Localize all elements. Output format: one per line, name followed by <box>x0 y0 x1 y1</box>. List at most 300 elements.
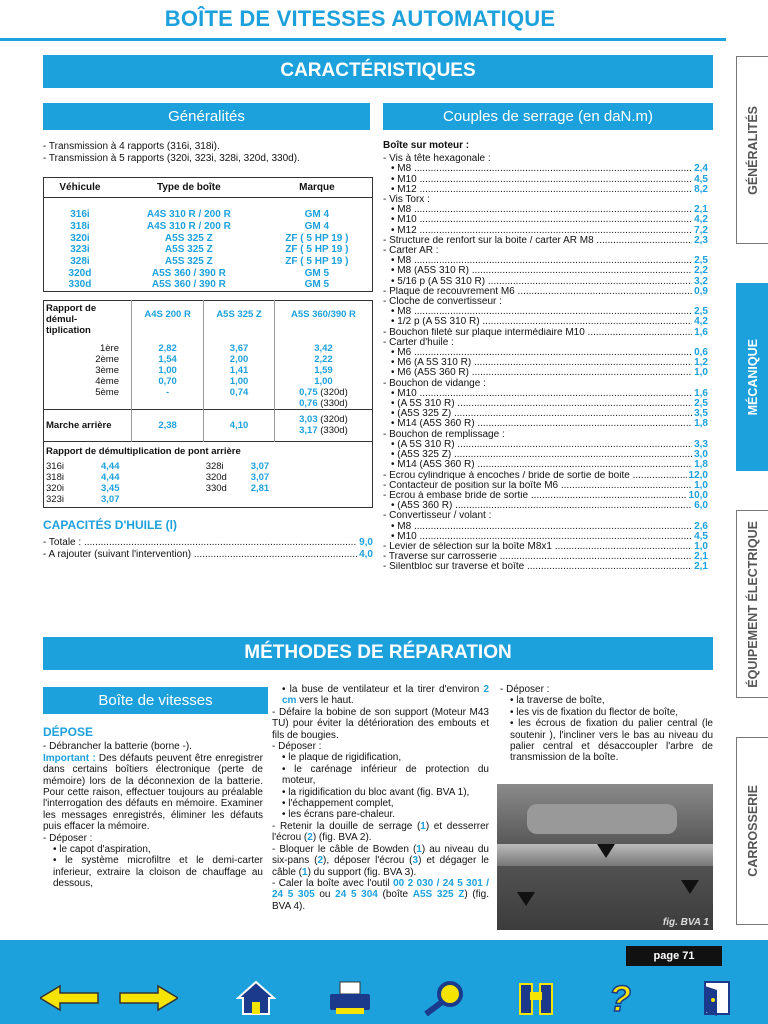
gear-label: 5ème <box>95 386 119 398</box>
figure-caption: fig. BVA 1 <box>662 917 709 928</box>
torque-value: 2,3 <box>694 235 708 246</box>
bullet: • la traverse de boîte, <box>510 695 605 707</box>
axle-value: 2,81 <box>250 482 270 494</box>
tab-generalites[interactable] <box>736 56 768 244</box>
paragraph <box>272 821 489 844</box>
intro-line: - Transmission à 4 rapports (316i, 318i). <box>43 141 220 152</box>
torque-label: • M8 ..... <box>383 205 692 215</box>
text: ) au niveau du six-pans ( <box>272 843 489 867</box>
text: ) et desserrer l'écrou ( <box>272 820 489 844</box>
torque-value: 1,2 <box>694 358 708 369</box>
ratio-value: 1,54 <box>158 353 177 365</box>
table-row <box>44 209 373 221</box>
exit-icon[interactable] <box>694 978 738 1018</box>
important-text: Des défauts peuvent être enregistrer dans certains boîtiers électronique (perte de mémoire) lors de la déconnexion de la batterie. Pour cette raison, effectuer toujours au préalable l'interrogation des défauts en mémoire. Examiner les messages enregistrés, éliminer les défauts puis effacer la mémoire. <box>43 752 264 833</box>
axle-row <box>46 472 202 483</box>
text: - Retenir la douille de serrage ( <box>272 820 421 832</box>
value: 2 <box>317 855 324 867</box>
torque-label: - Levier de sélection sur la boîte M8x1 ..... <box>383 542 692 552</box>
title-line: Rapport de démul- <box>46 302 97 325</box>
torque-line <box>383 562 708 572</box>
torque-section <box>383 141 708 573</box>
ratio-note: (320d) <box>320 386 348 398</box>
paragraph: - Défaire la bobine de son support (Moteur M43 TU) pour éviter la détérioration des embouts et fils de bougies. <box>272 706 489 741</box>
axle-row <box>46 461 202 472</box>
torque-label: - Bouchon fileté sur plaque intermédiaire M10 ..... <box>383 328 692 338</box>
ratio-value: 2,22 <box>314 353 333 365</box>
oil-value: 4,0 <box>359 548 373 560</box>
paragraph: - Déposer : <box>43 832 93 844</box>
oil-label: - Totale : ..... <box>43 537 357 549</box>
column-header: A5S 325 Z <box>204 300 275 336</box>
column-header: A5S 360/390 R <box>290 308 356 320</box>
axle-value: 3,07 <box>101 493 120 505</box>
torque-label: - Contacteur de position sur la boîte M6 ..... <box>383 481 692 491</box>
home-icon[interactable] <box>234 978 278 1018</box>
torque-label: - Carter AR : <box>383 245 439 257</box>
value: 2 cm <box>282 684 489 707</box>
torque-label: • M6 ..... <box>383 348 692 358</box>
ratio-value: 1,00 <box>158 364 177 376</box>
torque-value: 4,2 <box>694 317 708 328</box>
value: 3 <box>412 855 419 867</box>
table-cell: 320d <box>68 267 92 279</box>
torque-line <box>383 552 708 562</box>
ratio-value <box>275 425 372 436</box>
table-cell: 323i <box>70 244 90 256</box>
ratio-value: 4,10 <box>204 409 275 441</box>
ratio-table <box>43 300 373 508</box>
text: (boîte <box>377 889 413 901</box>
torque-line <box>383 215 708 225</box>
torque-label: - Cloche de convertisseur : <box>383 296 502 308</box>
paragraph: - Débrancher la batterie (borne -). <box>43 741 192 753</box>
ratio-value <box>277 398 370 409</box>
torque-value: 1,6 <box>694 388 708 399</box>
torque-line <box>383 348 708 358</box>
text-column-2 <box>272 684 489 912</box>
axle-model: 316i <box>46 460 64 472</box>
torque-line <box>383 522 708 532</box>
arrow-left-icon[interactable] <box>40 978 100 1018</box>
table-cell: 318i <box>70 220 90 232</box>
torque-label: - Ecrou cylindrique à encoches / bride de sortie de boite ..... <box>383 471 687 481</box>
bullet: • le capot d'aspiration, <box>53 844 151 856</box>
axle-model: 330d <box>205 482 227 494</box>
torque-line <box>383 399 708 409</box>
torque-label: • (A 5S 310 R) ..... <box>383 399 692 409</box>
value: 00 2 030 / 24 5 301 / 24 5 305 <box>272 877 489 901</box>
torque-label: • M10 ..... <box>383 532 692 542</box>
tab-label: CARROSSERIE <box>745 785 760 877</box>
torque-line <box>383 317 708 327</box>
torque-label: • M10 ..... <box>383 175 692 185</box>
text: ) (fig. BVA 2). <box>312 832 372 844</box>
oil-line <box>43 537 373 549</box>
torque-line <box>383 532 708 542</box>
torque-value: 2,1 <box>694 562 708 573</box>
column-header: Type de boîte <box>116 178 262 198</box>
axle-model: 323i <box>46 493 64 505</box>
ratio-number: 3,17 <box>299 424 318 436</box>
ratio-number: 0,76 <box>299 397 318 409</box>
axle-row <box>206 472 370 483</box>
torque-line <box>383 440 708 450</box>
gear-list <box>44 336 132 410</box>
table-cell: ZF ( 5 HP 19 ) <box>285 256 349 268</box>
search-icon[interactable] <box>420 978 468 1018</box>
value: 1 <box>420 820 426 832</box>
ratio-column <box>274 336 372 410</box>
table-cell: 316i <box>70 209 90 221</box>
generalites-heading: Généralités <box>43 103 370 130</box>
print-icon[interactable] <box>326 978 374 1018</box>
torque-label: • (A5S 325 Z) ..... <box>383 450 692 460</box>
oil-capacity-heading: CAPACITÉS D'HUILE (l) <box>43 517 177 532</box>
torque-line <box>383 358 708 368</box>
torque-value: 2,6 <box>694 521 708 532</box>
column-header: Marque <box>262 178 373 198</box>
bullet: • les écrous de fixation du palier central (le soutenir ), l'incliner vers le bas au niveau du palier central et désaccoupler l'arbre de transmission de la boîte. <box>510 718 713 764</box>
torque-value: 1,6 <box>694 327 708 338</box>
ratio-value <box>277 387 370 398</box>
torque-label: • M10 ..... <box>383 215 692 225</box>
torque-label: • (A5S 325 Z) ..... <box>383 409 692 419</box>
text-column-1 <box>43 727 263 890</box>
value: 2 <box>307 832 313 844</box>
arrow-marker-icon <box>597 844 615 858</box>
torque-line <box>383 277 708 287</box>
depose-heading: DÉPOSE <box>43 725 94 739</box>
axle-title: Rapport de démultiplication de pont arrière <box>46 445 241 457</box>
torque-line <box>383 185 708 195</box>
ratio-note: (320d) <box>320 413 348 425</box>
paragraph <box>272 844 489 878</box>
bullet: • l'échappement complet, <box>282 798 394 810</box>
text: ou <box>314 889 336 901</box>
torque-value: 6,0 <box>694 501 708 512</box>
svg-text:?: ? <box>609 979 631 1017</box>
ratio-value: 1,41 <box>229 364 249 376</box>
table-cell: GM 4 <box>304 220 330 232</box>
torque-label: - Vis à tête hexagonale : <box>383 153 491 165</box>
ratio-value <box>275 414 372 425</box>
torque-value: 2,4 <box>694 164 708 175</box>
torque-line <box>383 164 708 174</box>
tab-equipement-electrique[interactable] <box>736 510 768 698</box>
bullet <box>272 684 489 707</box>
table-cell: A5S 360 / 390 R <box>151 267 226 279</box>
torque-value: 1,0 <box>694 480 708 491</box>
binoculars-icon[interactable] <box>512 978 560 1018</box>
torque-value: 4,5 <box>694 174 708 185</box>
torque-value: 3,2 <box>694 276 708 287</box>
ratio-value: 1,00 <box>314 375 333 387</box>
torque-label: - Plaque de recouvrement M6 ..... <box>383 287 692 297</box>
torque-value: 2,1 <box>694 205 708 216</box>
text: vers le haut. <box>296 695 354 707</box>
table-cell: GM 4 <box>304 209 330 221</box>
photo-shape <box>527 804 677 834</box>
torque-value: 4,2 <box>694 215 708 226</box>
torque-label: • M8 ..... <box>383 522 692 532</box>
arrow-marker-icon <box>517 892 535 906</box>
value: 1 <box>302 866 308 878</box>
intro-line: - Transmission à 5 rapports (320i, 323i, 328i, 320d, 330d). <box>43 152 300 164</box>
torque-label: • M14 (A5S 360 R) ..... <box>383 419 692 429</box>
text: ) du support (fig. BVA 3). <box>307 866 417 878</box>
page-number: page 71 <box>626 946 722 966</box>
torque-value: 1,0 <box>694 368 708 379</box>
section-caracteristiques: CARACTÉRISTIQUES <box>43 55 713 88</box>
bullet: • les vis de fixation du flector de boîte, <box>510 706 679 718</box>
text: ), déposer l'écrou ( <box>323 855 413 867</box>
torque-value: 2,5 <box>694 307 708 318</box>
torque-value: 2,2 <box>694 266 708 277</box>
important-label: Important : <box>43 752 96 764</box>
torque-line <box>383 256 708 266</box>
ratio-value: 2,00 <box>229 353 249 365</box>
gear-label: 1ère <box>99 342 119 354</box>
torque-value: 10,0 <box>688 490 708 501</box>
torque-value: 0,9 <box>694 286 708 297</box>
torque-label: - Bouchon de remplissage : <box>383 428 505 440</box>
value: 1 <box>416 843 422 855</box>
generalites-section <box>43 141 373 560</box>
torque-line <box>383 246 708 256</box>
table-cell: A5S 325 Z <box>164 244 213 256</box>
torque-value: 7,2 <box>694 225 708 236</box>
axle-model: 320d <box>205 471 227 483</box>
torque-label: - Silentbloc sur traverse et boîte ..... <box>383 562 692 572</box>
ratio-value: - <box>166 386 170 398</box>
vehicle-table <box>43 177 373 292</box>
ratio-value: 0,74 <box>229 386 249 398</box>
torque-line <box>383 430 708 440</box>
torque-label: • 5/16 p (A 5S 310 R) ..... <box>383 277 692 287</box>
table-row <box>44 256 373 268</box>
ratio-value: 3,42 <box>314 342 333 354</box>
table-cell: A5S 325 Z <box>164 256 213 268</box>
paragraph: - Déposer : <box>272 741 322 753</box>
axle-left <box>44 461 204 508</box>
paragraph <box>272 878 489 912</box>
column-header: Véhicule <box>44 178 116 198</box>
axle-value: 3,07 <box>250 460 270 472</box>
torque-value: 1,0 <box>694 541 708 552</box>
oil-label: - A rajouter (suivant l'intervention) ..... <box>43 549 357 561</box>
ratio-value: 0,70 <box>158 375 177 387</box>
table-cell: GM 5 <box>304 279 330 291</box>
boite-vitesses-heading: Boîte de vitesses <box>43 687 268 714</box>
torque-value: 1,8 <box>694 460 708 471</box>
torque-value: 2,5 <box>694 399 708 410</box>
ratio-column <box>204 336 275 410</box>
axle-value: 3,45 <box>101 482 120 494</box>
table-cell: A5S 360 / 390 R <box>151 279 226 291</box>
oil-value: 9,0 <box>359 537 373 549</box>
table-row <box>44 221 373 233</box>
torque-label: - Vis Torx : <box>383 194 430 206</box>
ratio-value: 3,67 <box>229 342 249 354</box>
text: ) (fig. BVA 4). <box>272 889 490 912</box>
torque-line <box>383 307 708 317</box>
table-cell: A4S 310 R / 200 R <box>146 220 231 232</box>
ratio-number: 3,03 <box>299 413 318 425</box>
ratio-table-title <box>44 300 132 336</box>
value: A5S 325 Z <box>412 889 465 901</box>
torque-line <box>383 511 708 521</box>
torque-line <box>383 481 708 491</box>
tab-label: ÉQUIPEMENT ÉLECTRIQUE <box>745 520 760 688</box>
value: 24 5 304 <box>335 889 378 901</box>
torque-line <box>383 175 708 185</box>
table-row <box>44 279 373 291</box>
axle-value: 3,07 <box>250 471 270 483</box>
torque-line <box>383 460 708 470</box>
bullet: • le système microfiltre et le demi-carter inferieur, extraire la cloison de chauffage au dessous, <box>53 855 263 890</box>
title-line: tiplication <box>46 324 91 336</box>
torque-label: - Bouchon de vidange : <box>383 377 486 389</box>
reverse-label: Marche arrière <box>44 409 132 441</box>
ratio-column <box>274 409 372 441</box>
text: - Bloquer le câble de Bowden ( <box>272 843 417 855</box>
torque-label: • M12 ..... <box>383 185 692 195</box>
torque-label: - Ecrou à embase bride de sortie ..... <box>383 491 687 501</box>
axle-row <box>206 461 370 472</box>
ratio-value: 2,82 <box>158 342 177 354</box>
ratio-column <box>132 336 204 410</box>
text-column-3 <box>500 684 713 764</box>
torque-label: • M10 ..... <box>383 389 692 399</box>
torque-label: • (A5S 360 R) ..... <box>383 501 692 511</box>
ratio-number: 0,75 <box>299 386 318 398</box>
torque-line <box>383 266 708 276</box>
couples-heading: Couples de serrage (en daN.m) <box>383 103 713 130</box>
torque-label: - Structure de renfort sur la boite / carter AR M8 ..... <box>383 236 692 246</box>
torque-value: 3,0 <box>694 450 708 461</box>
torque-line <box>383 205 708 215</box>
bullet: • le plaque de rigidification, <box>282 752 402 764</box>
table-row <box>44 268 373 280</box>
axle-value: 4,44 <box>101 460 120 472</box>
tab-label: MÉCANIQUE <box>745 338 760 416</box>
column-header: A4S 200 R <box>132 300 204 336</box>
tab-carrosserie[interactable] <box>736 737 768 925</box>
help-icon[interactable] <box>596 978 644 1018</box>
torque-line <box>383 195 708 205</box>
gear-label: 2ème <box>95 353 119 365</box>
axle-row <box>206 483 370 494</box>
torque-value: 2,5 <box>694 256 708 267</box>
bullet: • le carénage inférieur de protection du moteur, <box>282 763 489 787</box>
torque-line <box>383 389 708 399</box>
torque-label: • M8 ..... <box>383 256 692 266</box>
torque-value: 4,5 <box>694 531 708 542</box>
torque-label: • M8 ..... <box>383 164 692 174</box>
oil-line <box>43 549 373 561</box>
axle-model: 328i <box>205 460 224 472</box>
axle-right <box>204 461 373 508</box>
bullet: • les écrans pare-chaleur. <box>282 809 396 821</box>
ratio-note: (330d) <box>320 397 348 409</box>
torque-label: • M8 (A5S 310 R) ..... <box>383 266 692 276</box>
torque-label: • 1/2 p (A 5S 310 R) ..... <box>383 317 692 327</box>
torque-value: 3,5 <box>694 409 708 420</box>
text: • la buse de ventilateur et la tirer d'environ <box>282 684 484 695</box>
page-title: BOÎTE DE VITESSES AUTOMATIQUE <box>164 6 556 31</box>
torque-line <box>383 491 708 501</box>
table-cell: GM 5 <box>304 267 330 279</box>
torque-value: 0,6 <box>694 348 708 359</box>
table-cell: A5S 325 Z <box>164 232 213 244</box>
torque-label: • M6 (A 5S 310 R) ..... <box>383 358 692 368</box>
table-row <box>44 198 373 210</box>
ratio-value: 1,00 <box>229 375 249 387</box>
torque-label: • M6 (A5S 360 R) ..... <box>383 368 692 378</box>
torque-value: 3,3 <box>694 439 708 450</box>
title-rule <box>0 38 726 41</box>
torque-label: • M8 ..... <box>383 307 692 317</box>
torque-line <box>383 154 708 164</box>
table-cell: 330d <box>68 279 92 291</box>
torque-line <box>383 338 708 348</box>
torque-value: 2,1 <box>694 552 708 563</box>
text: - Caler la boîte avec l'outil <box>272 877 394 889</box>
tab-mecanique[interactable] <box>736 283 768 471</box>
torque-line <box>383 379 708 389</box>
torque-line <box>383 471 708 481</box>
ratio-note: (330d) <box>320 424 348 436</box>
table-cell: 328i <box>70 256 90 268</box>
figure-bva1-photo <box>497 784 713 930</box>
ratio-value: 1,59 <box>314 364 333 376</box>
torque-line <box>383 297 708 307</box>
table-cell: ZF ( 5 HP 19 ) <box>285 232 349 244</box>
torque-value: 1,8 <box>694 419 708 430</box>
torque-line <box>383 409 708 419</box>
torque-line <box>383 226 708 236</box>
section-methodes: MÉTHODES DE RÉPARATION <box>43 637 713 670</box>
bullet: • la rigidification du bloc avant (fig. BVA 1), <box>282 786 470 798</box>
important-note <box>43 753 263 833</box>
axle-model: 320i <box>46 482 64 494</box>
arrow-right-icon[interactable] <box>118 978 178 1018</box>
torque-list <box>383 154 708 572</box>
arrow-marker-icon <box>681 880 699 894</box>
axle-row <box>46 483 202 494</box>
table-cell: ZF ( 5 HP 19 ) <box>285 244 349 256</box>
table-row <box>44 233 373 245</box>
torque-label: • M12 ..... <box>383 226 692 236</box>
table-row <box>44 244 373 256</box>
torque-value: 8,2 <box>694 184 708 195</box>
text: ) et dégager le câble ( <box>272 855 489 878</box>
tab-label: GÉNÉRALITÉS <box>745 105 760 195</box>
axle-model: 318i <box>46 471 64 483</box>
torque-label: - Traverse sur carrosserie ..... <box>383 552 692 562</box>
table-cell: A4S 310 R / 200 R <box>146 209 231 221</box>
torque-label: - Convertisseur / volant : <box>383 510 492 522</box>
axle-value: 4,44 <box>101 471 120 483</box>
torque-label: - Carter d'huile : <box>383 336 454 348</box>
ratio-value: 2,38 <box>132 409 204 441</box>
torque-label: • M14 (A5S 360 R) ..... <box>383 460 692 470</box>
oil-capacity-list <box>43 537 373 560</box>
axle-row <box>46 494 202 505</box>
table-cell: 320i <box>70 232 90 244</box>
torque-label: • (A 5S 310 R) ..... <box>383 440 692 450</box>
